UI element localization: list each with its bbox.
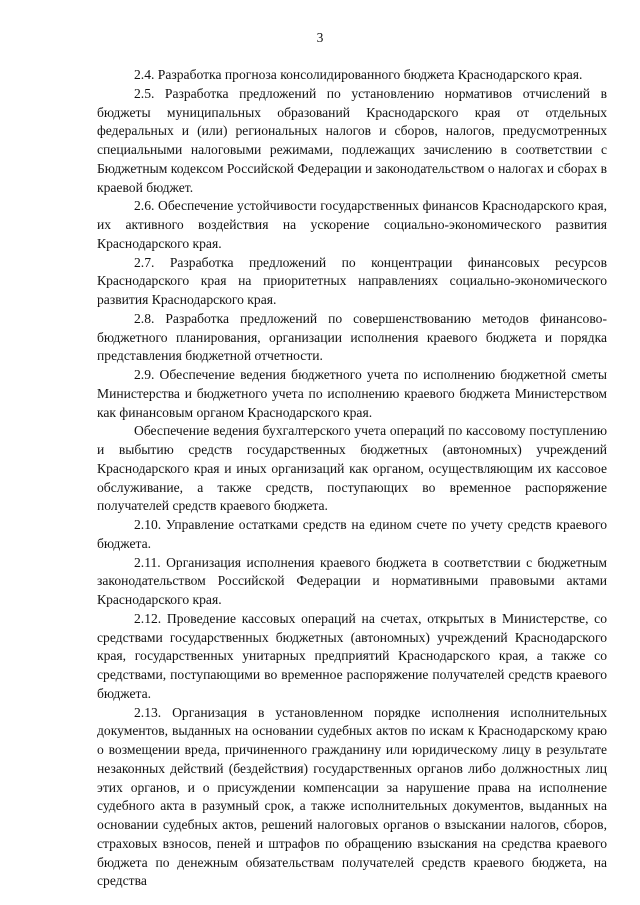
paragraph-2-12: 2.12. Проведение кассовых операций на счетах, открытых в Министерстве, со средствами государственных бюджетных (автономных) учреждений Краснодарского края, государственных унитарных предприятий Краснодарского края, а также со средствами, поступающими во временное распоряжение получателей средств краевого бюджета.: [97, 610, 607, 701]
paragraph-2-9: 2.9. Обеспечение ведения бюджетного учета по исполнению бюджетной сметы Министерства и бюджетного учета по исполнению краевого бюджета Министерством как финансовым органом Краснодарского края.: [97, 367, 607, 420]
paragraph-2-9-accounting: Обеспечение ведения бухгалтерского учета операций по кассовому поступлению и выбытию средств государственных бюджетных (автономных) учреждений Краснодарского края и иных организаций как органом, осуществляющим их кассовое обслуживание, а также средств, поступающих во временное распоряжение получателей средств краевого бюджета.: [97, 423, 607, 514]
paragraph-2-4: 2.4. Разработка прогноза консолидированного бюджета Краснодарского края.: [134, 67, 583, 82]
paragraph-2-5: 2.5. Разработка предложений по установлению нормативов отчислений в бюджеты муниципальных образований Краснодарского края от отдельных федеральных и (или) региональных налогов и сборов, налогов, предусмотренных специальными налоговыми режимами, подлежащих зачислению в соответствии с Бюджетным кодексом Российской Федерации и законодательством о налогах и сборах в краевой бюджет.: [97, 85, 607, 195]
page-number: 3: [316, 30, 324, 45]
paragraph-2-10: 2.10. Управление остатками средств на едином счете по учету средств краевого бюджета.: [97, 517, 607, 551]
paragraph-2-13: 2.13. Организация в установленном порядке исполнения исполнительных документов, выданных на основании судебных актов по искам к Краснодарскому краю о возмещении вреда, причиненного гражданину или юридическому лицу в результате незаконных действий (бездействия) государственных органов либо должностных лиц этих органов, и о присуждении компенсации за нарушение права на исполнение судебного акта в разумный срок, а также исполнительных документов, выданных на основании судебных актов, решений налоговых органов о взыскании налогов, сборов, страховых взносов, пеней и штрафов по обращению взыскания на средства краевого бюджета по денежным обязательствам получателей средств краевого бюджета, на средства: [97, 704, 607, 889]
paragraph-2-6: 2.6. Обеспечение устойчивости государственных финансов Краснодарского края, их активного воздействия на ускорение социально-экономического развития Краснодарского края.: [97, 198, 607, 251]
paragraph-2-7: 2.7. Разработка предложений по концентрации финансовых ресурсов Краснодарского края на приоритетных направлениях социально-экономического развития Краснодарского края.: [97, 254, 607, 307]
paragraph-2-11: 2.11. Организация исполнения краевого бюджета в соответствии с бюджетным законодательством Российской Федерации и нормативными правовыми актами Краснодарского края.: [97, 554, 607, 607]
document-body: [97, 66, 607, 891]
paragraph-2-8: 2.8. Разработка предложений по совершенствованию методов финансово-бюджетного планирования, организации исполнения краевого бюджета и порядка представления бюджетной отчетности.: [97, 310, 607, 364]
